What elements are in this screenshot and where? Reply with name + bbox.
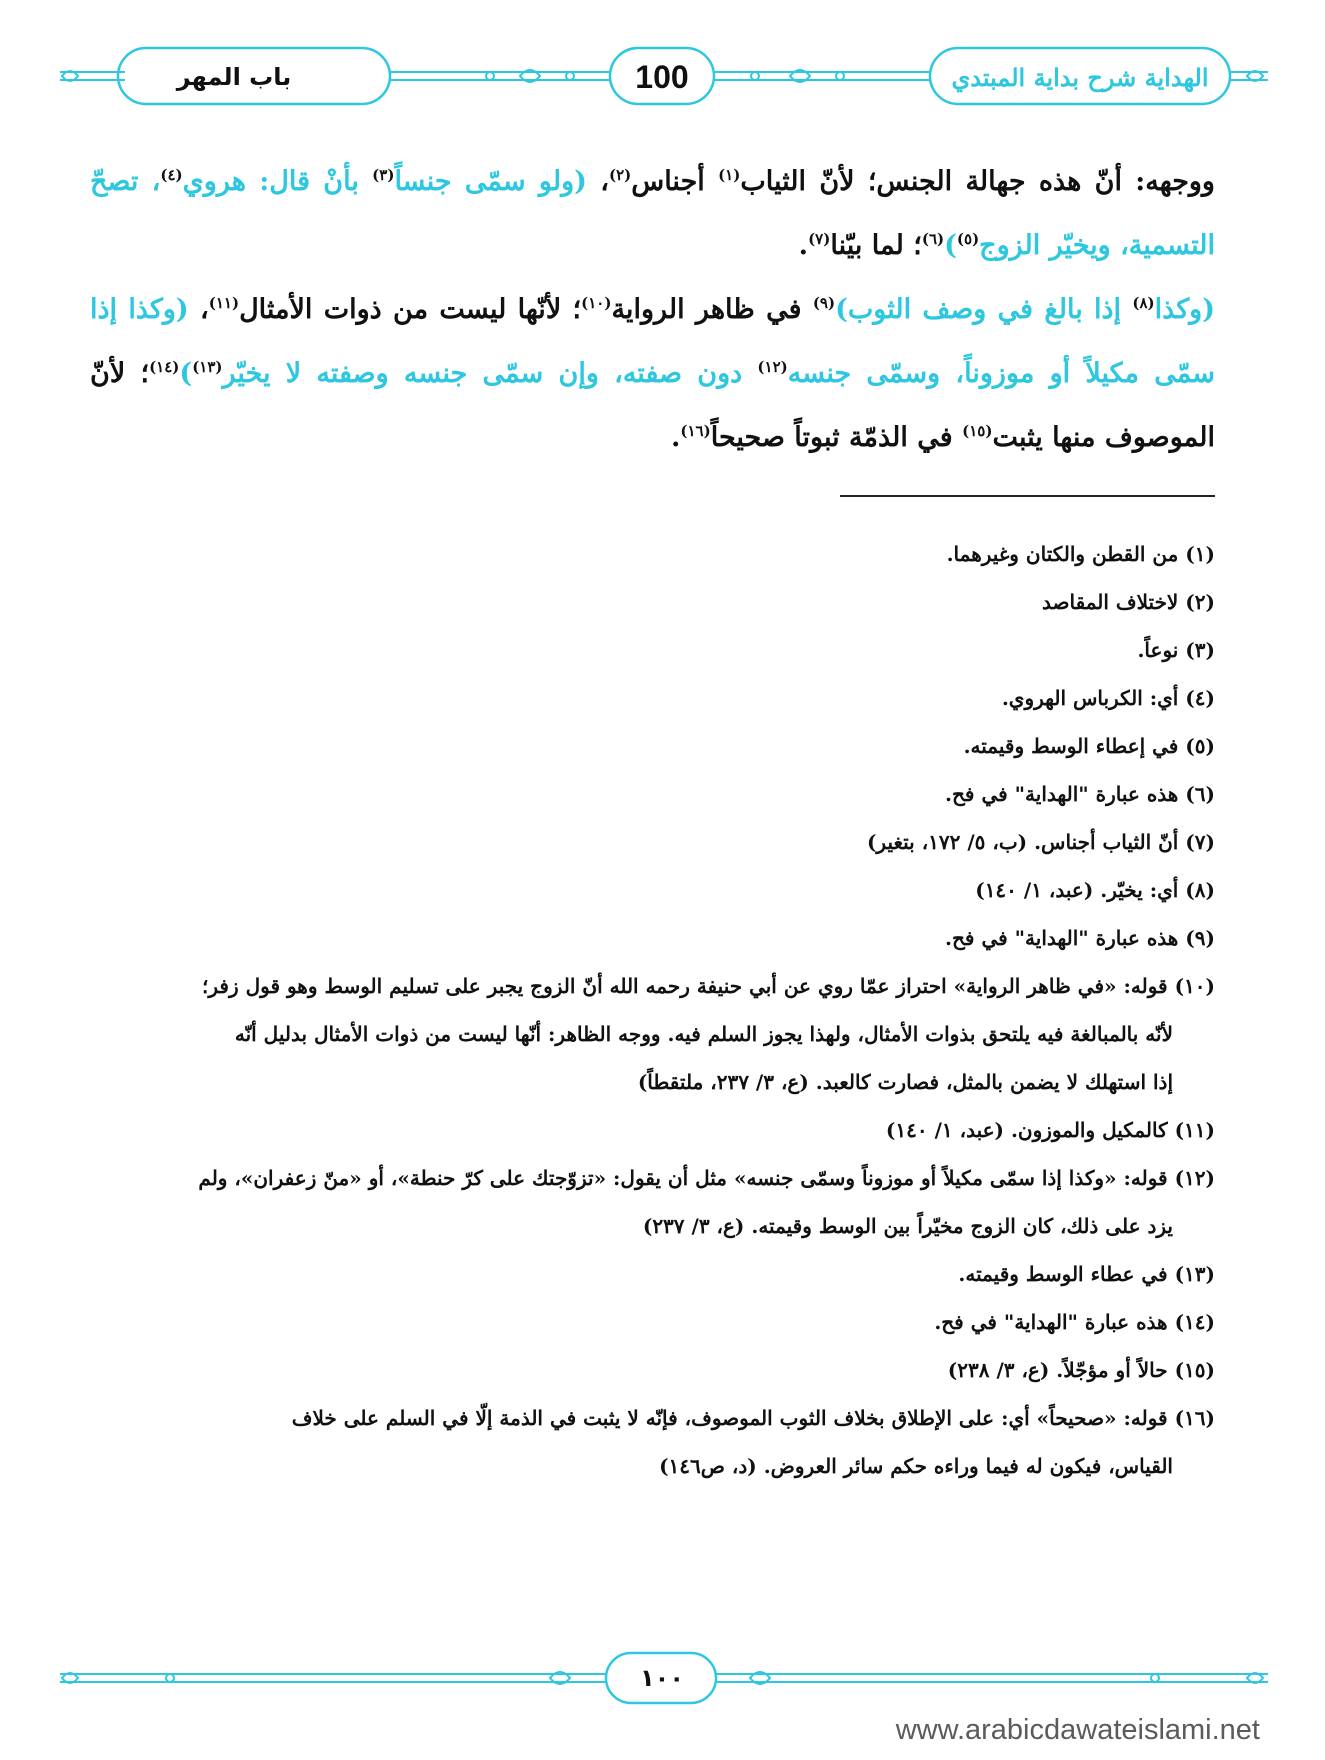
footnote-text: لأنّه بالمبالغة فيه يلتحق بذوات الأمثال، ولهذا يجوز السلم فيه. ووجه الظاهر: أنّها ليست من ذوات الأمثال بدليل أنّه xyxy=(234,1022,1173,1046)
main-text xyxy=(90,150,1215,470)
footnote-text: قوله: «وكذا إذا سمّى مكيلاً أو موزوناً وسمّى جنسه» مثل أن يقول: «تزوّجتك على كرّ حنطة»، أو «منّ زعفران»، ولم xyxy=(198,1166,1168,1190)
footer-page-number: ١٠٠ xyxy=(640,1664,684,1692)
footnote-item xyxy=(90,770,1215,818)
footnote-text: إذا استهلك لا يضمن بالمثل، فصارت كالعبد. (ع، ٣/ ٢٣٧، ملتقطاً) xyxy=(637,1070,1173,1094)
matn-text: ) xyxy=(944,230,957,261)
chapter-title: باب المهر xyxy=(176,63,292,91)
footnote-item xyxy=(90,914,1215,962)
matn-text: بأنْ قال: هروي xyxy=(182,166,373,197)
footnote-number: (٣) xyxy=(1178,638,1215,662)
footnote-item xyxy=(90,722,1215,770)
footnote-number: (١٥) xyxy=(1167,1358,1215,1382)
footnote-marker: (٥) xyxy=(956,230,980,248)
footnote-line xyxy=(90,530,1215,578)
footnote-text: يزد على ذلك، كان الزوج مخيّراً بين الوسط وقيمته. (ع، ٣/ ٢٣٧) xyxy=(642,1214,1173,1238)
footnote-marker: (١٦) xyxy=(680,422,711,440)
footnote-number: (٦) xyxy=(1178,782,1215,806)
matn-text: (وكذا إذا سمّى مكيلاً أو موزوناً، وسمّى جنسه xyxy=(90,294,1215,389)
footnote-line xyxy=(90,866,1215,914)
footnote-text: كالمكيل والموزون. (عبد، ١/ ١٤٠) xyxy=(885,1118,1168,1142)
commentary-text: ، xyxy=(188,294,209,325)
paragraph-1 xyxy=(90,150,1215,278)
matn-text: إذا بالغ في وصف الثوب) xyxy=(835,294,1133,325)
footnote-marker: (١٠) xyxy=(581,294,612,312)
footnote-text: أنّ الثياب أجناس. (ب، ٥/ ١٧٢، بتغير) xyxy=(866,830,1179,854)
footnote-number: (١٦) xyxy=(1167,1406,1215,1430)
footnote-item xyxy=(90,1298,1215,1346)
footnote-marker: (١٥) xyxy=(962,422,993,440)
footnote-line xyxy=(90,962,1215,1010)
website-url: www.arabicdawateislami.net xyxy=(895,1714,1260,1746)
footnote-marker: (١٢) xyxy=(757,358,788,376)
footnote-line xyxy=(90,1250,1215,1298)
footnote-text: في عطاء الوسط وقيمته. xyxy=(958,1262,1168,1286)
footnote-number: (١٣) xyxy=(1167,1262,1215,1286)
footnote-line xyxy=(90,674,1215,722)
footnote-marker: (١١) xyxy=(208,294,240,312)
commentary-text: . xyxy=(670,422,681,453)
matn-text: ، تصحّ التسمية، ويخيّر الزوج xyxy=(90,166,1215,261)
footnote-item xyxy=(90,626,1215,674)
paragraph-2 xyxy=(90,278,1215,470)
footnote-text: هذه عبارة "الهداية" في فح. xyxy=(945,926,1179,950)
footnote-marker: (٧) xyxy=(808,230,831,248)
footnote-number: (٤) xyxy=(1178,686,1215,710)
footnote-line xyxy=(90,770,1215,818)
commentary-text: في الذمّة ثبوتاً صحيحاً xyxy=(710,422,963,453)
footnote-line xyxy=(90,1394,1215,1442)
matn-text: (وكذا xyxy=(1154,294,1215,325)
footnote-separator xyxy=(840,495,1215,497)
footnote-text: قوله: «صحيحاً» أي: على الإطلاق بخلاف الثوب الموصوف، فإنّه لا يثبت في الذمة إلّا في السلم على خلاف xyxy=(291,1406,1168,1430)
footnote-text: لاختلاف المقاصد xyxy=(1042,590,1179,614)
footnote-line xyxy=(90,1346,1215,1394)
footnote-marker: (٦) xyxy=(921,230,945,248)
footnote-item xyxy=(90,1394,1215,1490)
footnote-line xyxy=(90,722,1215,770)
footnote-text: القياس، فيكون له فيما وراءه حكم سائر العروض. (د، ص١٤٦) xyxy=(659,1454,1173,1478)
footnote-number: (٢) xyxy=(1178,590,1215,614)
footnote-marker: (٨) xyxy=(1132,294,1155,312)
commentary-text: ووجهه: أنّ هذه جهالة الجنس؛ لأنّ الثياب xyxy=(740,166,1215,197)
footnote-line xyxy=(90,1010,1215,1058)
footnote-item xyxy=(90,1106,1215,1154)
footnote-text: في إعطاء الوسط وقيمته. xyxy=(963,734,1179,758)
commentary-text: في ظاهر الرواية xyxy=(611,294,813,325)
page-number: 100 xyxy=(635,59,689,95)
footnote-line xyxy=(90,1298,1215,1346)
footnote-line xyxy=(90,1106,1215,1154)
footnote-item xyxy=(90,1250,1215,1298)
footnote-line xyxy=(90,1058,1215,1106)
footnote-item xyxy=(90,674,1215,722)
footnote-number: (١٠) xyxy=(1167,974,1215,998)
footnote-number: (١) xyxy=(1178,542,1215,566)
footnote-marker: (١) xyxy=(718,166,741,184)
footnotes xyxy=(90,530,1215,1490)
commentary-text: ؛ لأنّ الموصوف منها يثبت xyxy=(90,358,1215,453)
footnote-line xyxy=(90,1442,1215,1490)
commentary-text: أجناس xyxy=(631,166,719,197)
footnote-line xyxy=(90,1154,1215,1202)
footnote-marker: (١٣) xyxy=(192,358,223,376)
footnote-line xyxy=(90,578,1215,626)
footnote-marker: (٩) xyxy=(812,294,836,312)
footnote-line xyxy=(90,914,1215,962)
footnote-text: أي: الكرباس الهروي. xyxy=(1001,686,1179,710)
footnote-line xyxy=(90,1202,1215,1250)
commentary-text: . xyxy=(798,230,809,261)
footnote-line xyxy=(90,626,1215,674)
footnote-number: (٩) xyxy=(1178,926,1215,950)
footnote-text: هذه عبارة "الهداية" في فح. xyxy=(945,782,1179,806)
footnote-item xyxy=(90,962,1215,1106)
footnote-item xyxy=(90,866,1215,914)
footnote-marker: (١٤) xyxy=(149,358,180,376)
book-title: الهداية شرح بداية المبتدي xyxy=(951,63,1209,92)
matn-text: دون صفته، وإن سمّى جنسه وصفته لا يخيّر xyxy=(222,358,758,389)
footnote-number: (٨) xyxy=(1178,878,1215,902)
commentary-text: ؛ لأنّها ليست من ذوات الأمثال xyxy=(239,294,582,325)
footnote-marker: (٤) xyxy=(160,166,183,184)
matn-text: (ولو سمّى جنساً xyxy=(394,166,587,197)
commentary-text: ، xyxy=(586,166,609,197)
footnote-text: قوله: «في ظاهر الرواية» احتراز عمّا روي عن أبي حنيفة رحمه الله أنّ الزوج يجبر على تسليم الوسط وهو قول زفر؛ xyxy=(202,974,1168,998)
footnote-marker: (٢) xyxy=(608,166,632,184)
commentary-text: ؛ لما بيّنا xyxy=(830,230,922,261)
footnote-text: من القطن والكتان وغيرهما. xyxy=(946,542,1179,566)
footnote-number: (١٢) xyxy=(1167,1166,1215,1190)
footnote-marker: (٣) xyxy=(372,166,395,184)
footnote-number: (١١) xyxy=(1167,1118,1215,1142)
footnote-line xyxy=(90,818,1215,866)
footnote-number: (١٤) xyxy=(1167,1310,1215,1334)
footnote-number: (٥) xyxy=(1178,734,1215,758)
footnote-text: هذه عبارة "الهداية" في فح. xyxy=(934,1310,1168,1334)
footnote-number: (٧) xyxy=(1178,830,1215,854)
footnote-text: حالاً أو مؤجّلاً. (ع، ٣/ ٢٣٨) xyxy=(947,1358,1168,1382)
footnote-text: نوعاً. xyxy=(1137,638,1179,662)
footnote-item xyxy=(90,1154,1215,1250)
matn-text: ) xyxy=(179,358,193,389)
footnote-item xyxy=(90,818,1215,866)
footnote-item xyxy=(90,1346,1215,1394)
footnote-text: أي: يخيّر. (عبد، ١/ ١٤٠) xyxy=(975,878,1179,902)
footnote-item xyxy=(90,530,1215,578)
footnote-item xyxy=(90,578,1215,626)
